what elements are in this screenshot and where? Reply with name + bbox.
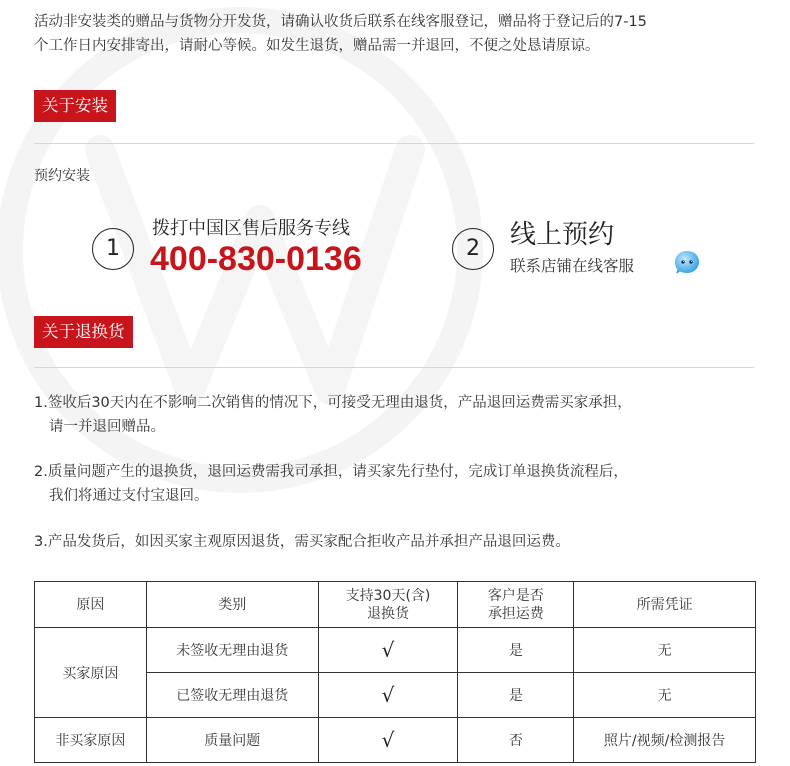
- online-service-label: 联系店铺在线客服: [510, 257, 635, 275]
- reason-cell: 买家原因: [35, 628, 147, 718]
- intro-line-2: 个工作日内安排寄出，请耐心等候。如发生退货，赠品需一并退回，不便之处恳请原谅。: [34, 38, 600, 54]
- hotline-label: 拨打中国区售后服务专线: [152, 218, 350, 239]
- header-required-proof: 所需凭证: [574, 582, 756, 628]
- online-booking-title: 线上预约: [510, 220, 615, 250]
- intro-line-1: 活动非安装类的赠品与货物分开发货，请确认收货后联系在线客服登记，赠品将于登记后的7-15: [34, 14, 647, 30]
- header-reason: 原因: [35, 582, 147, 628]
- returns-table: [34, 581, 756, 763]
- category-cell: 未签收无理由退货: [146, 628, 318, 673]
- install-section-tag: 关于安装: [34, 90, 116, 122]
- circle-number-2: 2: [452, 228, 494, 270]
- header-buyer-pays-shipping: 客户是否 承担运费: [458, 582, 574, 628]
- policy-item-2: 2.质量问题产生的退换货，退回运费需我司承担，请买家先行垫付，完成订单退换货流程后， 我们将通过支付宝退回。: [34, 464, 628, 504]
- section-divider: [34, 367, 754, 368]
- buyer-pays-cell: 是: [458, 673, 574, 718]
- table-row: [35, 628, 756, 673]
- proof-cell: 照片/视频/检测报告: [574, 718, 756, 763]
- proof-cell: 无: [574, 628, 756, 673]
- category-cell: 已签收无理由退货: [146, 673, 318, 718]
- check-mark-icon: √: [318, 628, 458, 673]
- table-row: [35, 718, 756, 763]
- intro-paragraph: [34, 10, 647, 58]
- install-subheading: 预约安装: [34, 168, 90, 184]
- chat-bubble-icon[interactable]: [672, 248, 702, 278]
- hotline-phone-number[interactable]: 400-830-0136: [150, 240, 362, 278]
- policy-item-1: 1.签收后30天内在不影响二次销售的情况下，可接受无理由退货，产品退回运费需买家承担， 请一并退回赠品。: [34, 395, 632, 435]
- policy-item-3: 3.产品发货后，如因买家主观原因退货，需买家配合拒收产品并承担产品退回运费。: [34, 534, 570, 550]
- header-category: 类别: [146, 582, 318, 628]
- check-mark-icon: √: [318, 718, 458, 763]
- reason-cell: 非买家原因: [35, 718, 147, 763]
- circle-number-1: 1: [92, 228, 134, 270]
- buyer-pays-cell: 是: [458, 628, 574, 673]
- section-divider: [34, 143, 754, 144]
- proof-cell: 无: [574, 673, 756, 718]
- returns-section-tag: 关于退换货: [34, 316, 133, 348]
- check-mark-icon: √: [318, 673, 458, 718]
- table-header-row: [35, 582, 756, 628]
- header-support-30-days: 支持30天(含) 退换货: [318, 582, 458, 628]
- buyer-pays-cell: 否: [458, 718, 574, 763]
- category-cell: 质量问题: [146, 718, 318, 763]
